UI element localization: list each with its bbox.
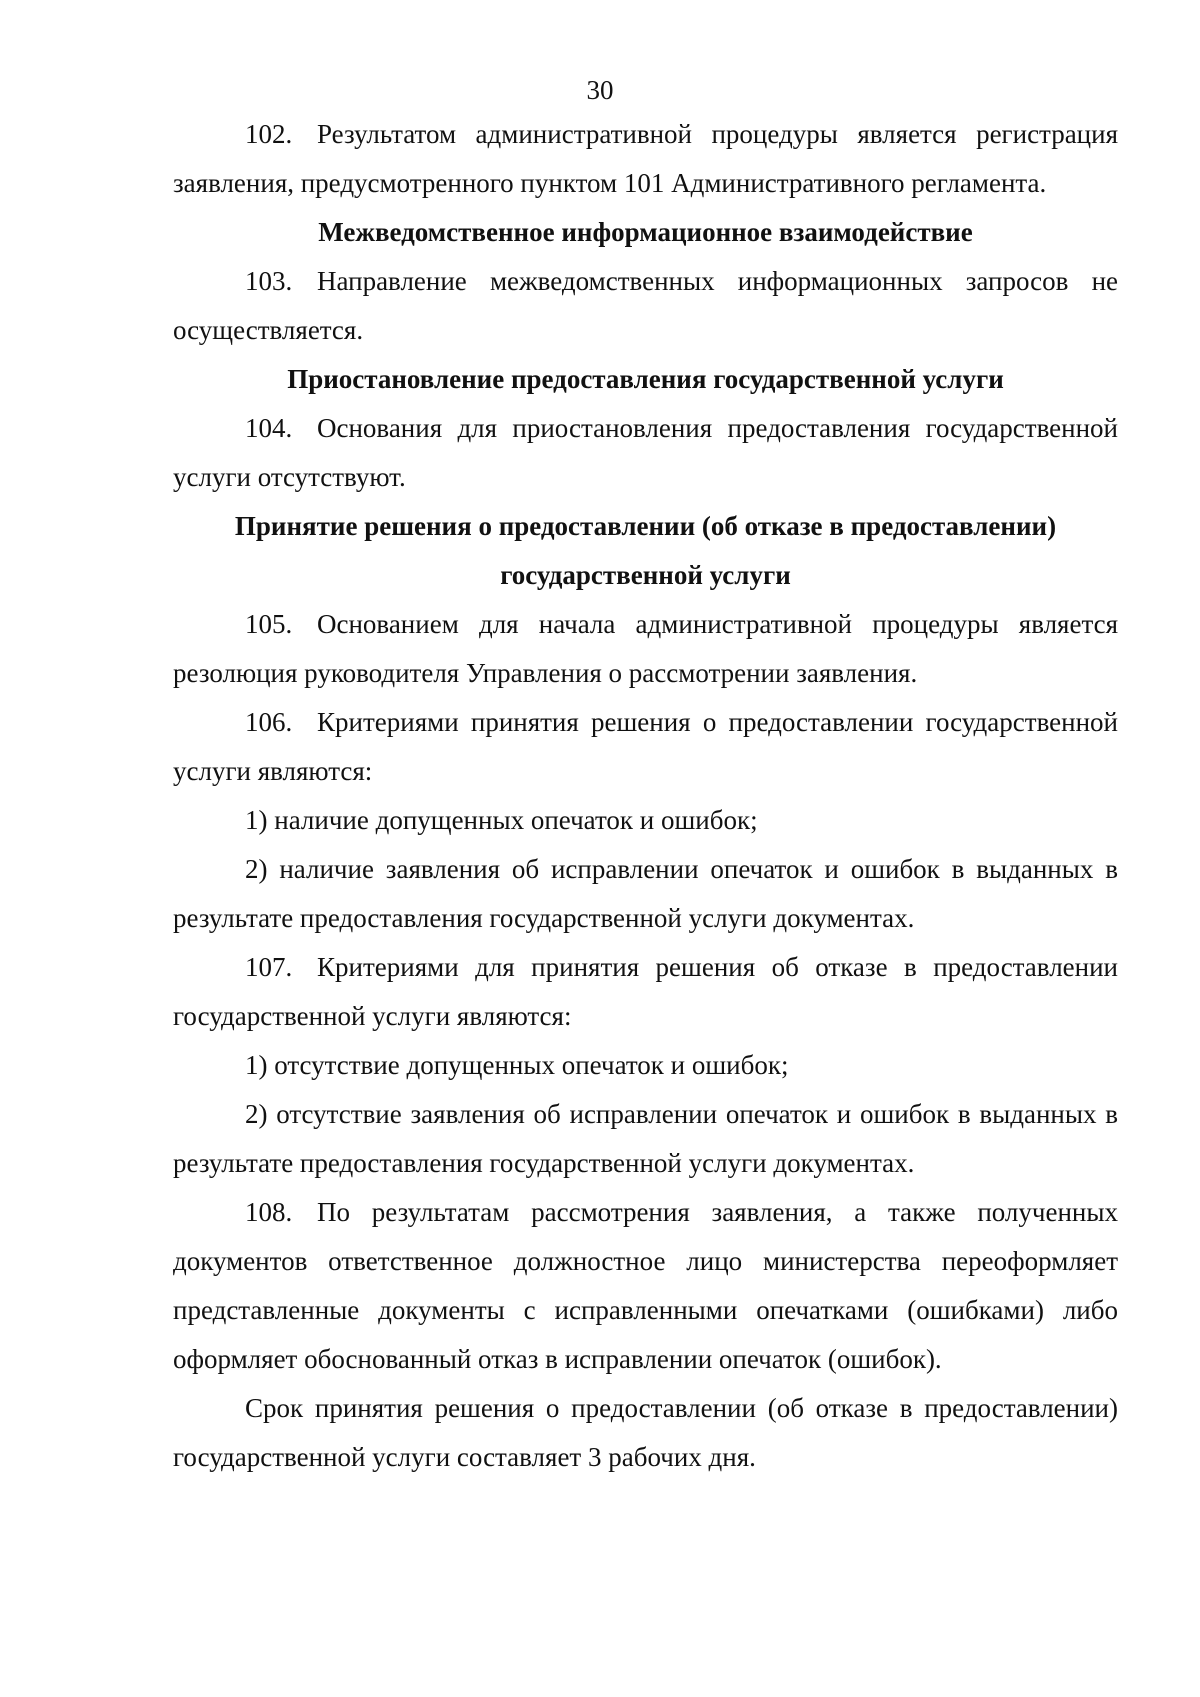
paragraph-number: 108. — [245, 1197, 293, 1227]
paragraph-106 — [173, 698, 1118, 796]
paragraph-text: По результатам рассмотрения заявления, а также полученных документов ответственное должностное лицо министерства переоформляет представленные документы с исправленными опечатками (ошибками) либо оформляет обоснованный отказ в исправлении опечаток (ошибок). — [173, 1197, 1118, 1374]
paragraph-107 — [173, 943, 1118, 1041]
section-heading-interagency: Межведомственное информационное взаимодействие — [318, 217, 973, 247]
paragraph-text: Критериями принятия решения о предоставлении государственной услуги являются: — [173, 707, 1118, 786]
section-heading-decision: Принятие решения о предоставлении (об отказе в предоставлении) государственной услуги — [234, 511, 1057, 590]
paragraph-103 — [173, 257, 1118, 355]
section-heading-suspension: Приостановление предоставления государственной услуги — [287, 364, 1004, 394]
list-item-107-1: 1) отсутствие допущенных опечаток и ошибок; — [245, 1050, 789, 1080]
list-item-107-2: 2) отсутствие заявления об исправлении опечаток и ошибок в выданных в результате предоставления государственной услуги документах. — [173, 1099, 1118, 1178]
paragraph-text: Направление межведомственных информационных запросов не осуществляется. — [173, 266, 1118, 345]
paragraph-text: Основания для приостановления предоставления государственной услуги отсутствуют. — [173, 413, 1118, 492]
paragraph-number: 105. — [245, 609, 293, 639]
paragraph-text: Критериями для принятия решения об отказе в предоставлении государственной услуги являются: — [173, 952, 1118, 1031]
paragraph-104 — [173, 404, 1118, 502]
paragraph-102 — [173, 110, 1118, 208]
paragraph-text: Результатом административной процедуры является регистрация заявления, предусмотренного пунктом 101 Административного регламента. — [173, 119, 1118, 198]
paragraph-105 — [173, 600, 1118, 698]
paragraph-deadline: Срок принятия решения о предоставлении (об отказе в предоставлении) государственной услуги составляет 3 рабочих дня. — [173, 1393, 1118, 1472]
paragraph-number: 107. — [245, 952, 293, 982]
paragraph-number: 103. — [245, 266, 293, 296]
document-body — [173, 110, 1118, 1482]
page-number: 30 — [586, 75, 614, 105]
list-item-106-2: 2) наличие заявления об исправлении опечаток и ошибок в выданных в результате предоставления государственной услуги документах. — [173, 854, 1118, 933]
paragraph-number: 106. — [245, 707, 293, 737]
list-item-106-1: 1) наличие допущенных опечаток и ошибок; — [245, 805, 758, 835]
paragraph-108 — [173, 1188, 1118, 1384]
paragraph-number: 102. — [245, 119, 293, 149]
paragraph-text: Основанием для начала административной процедуры является резолюция руководителя Управления о рассмотрении заявления. — [173, 609, 1118, 688]
paragraph-number: 104. — [245, 413, 293, 443]
